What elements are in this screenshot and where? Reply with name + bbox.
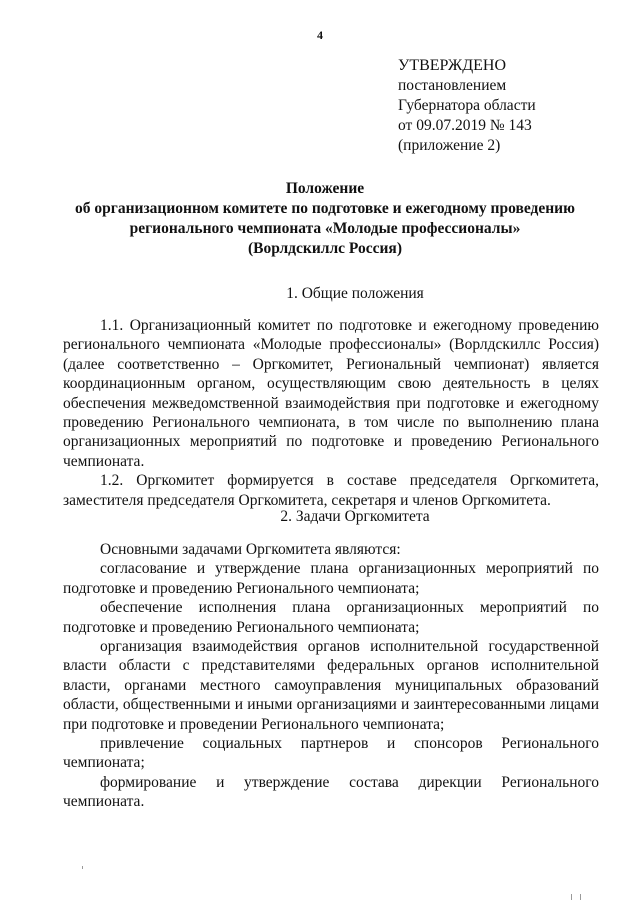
title-line-4: (Ворлдскиллс Россия) [248,240,402,257]
task-item: обеспечение исполнения плана организационных мероприятий по подготовке и проведению Регионального чемпионата; [63,599,599,636]
section-2-heading: 2. Задачи Оргкомитета [280,508,430,525]
scan-artifact [580,894,581,900]
document-title [60,179,590,259]
scan-artifact [82,866,83,869]
title-line-2: об организационном комитете по подготовке и ежегодному проведению [75,200,575,217]
paragraph-1-2: 1.2. Оргкомитет формируется в составе председателя Оргкомитета, заместителя председателя Оргкомитета, секретаря и членов Оргкомитета. [63,472,599,509]
approval-heading: УТВЕРЖДЕНО [398,57,507,74]
scan-artifact [571,894,572,900]
task-item: организация взаимодействия органов исполнительной государственной власти области с представителями федеральных органов исполнительной власти, органами местного самоуправления муниципальных образований области, общественными и иными организациями и заинтересованными лицами при подготовке и проведении Регионального чемпионата; [63,638,599,733]
approval-line-2: Губернатора области [398,97,536,114]
page-number: 4 [317,28,323,42]
task-item: формирование и утверждение состава дирекции Регионального чемпионата. [63,773,599,811]
title-line-1: Положение [285,180,365,197]
approval-line-3: от 09.07.2019 № 143 [398,117,532,134]
approval-line-1: постановлением [398,77,507,94]
task-item: согласование и утверждение плана организационных мероприятий по подготовке и проведению Регионального чемпионата; [63,560,599,597]
task-item: привлечение социальных партнеров и спонсоров Регионального чемпионата; [63,735,599,772]
approval-line-4: (приложение 2) [398,137,501,154]
section-1-body [63,316,599,510]
paragraph-1-1: 1.1. Организационный комитет по подготовке и ежегодному проведению регионального чемпионата «Молодые профессионалы» (Ворлдскиллс Россия) (далее соответственно – Оргкомитет, Региональный чемпионат) является координационным органом, осуществляющим свою деятельность в целях обеспечения межведомственной взаимодействия при подготовке и ежегодному проведению Регионального чемпионата, в том числе по выполнению плана организационных мероприятий по подготовке и проведению Регионального чемпионата. [63,317,599,470]
title-line-3: регионального чемпионата «Молодые профессионалы» [129,220,521,237]
approval-stamp [398,56,536,156]
section-1-heading: 1. Общие положения [286,285,424,302]
section-2-body [63,540,599,812]
tasks-intro: Основными задачами Оргкомитета являются: [100,541,401,558]
